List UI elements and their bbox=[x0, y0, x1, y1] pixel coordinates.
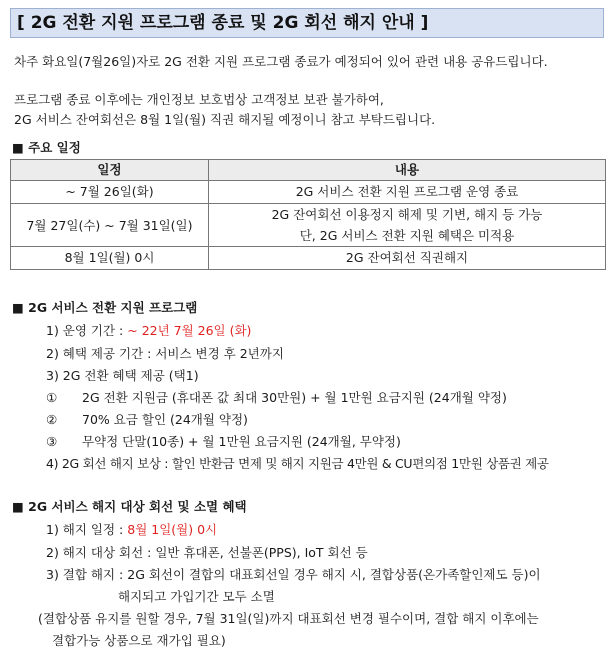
schedule-content: 2G 잔여회선 직권해지 bbox=[209, 247, 606, 270]
program-period: ~ 22년 7월 26일 (화) bbox=[127, 323, 252, 338]
option-number: ② bbox=[46, 412, 58, 427]
schedule-content-line-2: 단, 2G 서비스 전환 지원 혜택은 미적용 bbox=[299, 228, 515, 243]
schedule-content: 2G 서비스 전환 지원 프로그램 운영 종료 bbox=[209, 181, 606, 204]
option-number: ① bbox=[46, 390, 58, 405]
program-item-1-label: 1) 운영 기간 : bbox=[46, 323, 128, 338]
termination-item-1 bbox=[46, 520, 217, 538]
benefit-option-3 bbox=[46, 432, 401, 450]
column-header-date: 일정 bbox=[11, 160, 209, 181]
table-row bbox=[11, 181, 606, 204]
termination-heading: ■ 2G 서비스 해지 대상 회선 및 소멸 혜택 bbox=[12, 499, 247, 514]
termination-item-3-line-1: 3) 결합 해지 : 2G 회선이 결합의 대표회선일 경우 해지 시, 결합상품(온가족할인제도 등)이 bbox=[46, 567, 541, 582]
program-item-2: 2) 혜택 제공 기간 : 서비스 변경 후 2년까지 bbox=[46, 346, 284, 361]
schedule-table bbox=[10, 159, 606, 270]
benefit-option-1 bbox=[46, 388, 507, 406]
schedule-content bbox=[209, 204, 606, 247]
schedule-content-line-1: 2G 잔여회선 이용정지 해제 및 기변, 해지 등 가능 bbox=[271, 207, 543, 222]
column-header-content: 내용 bbox=[209, 160, 606, 181]
table-row bbox=[11, 247, 606, 270]
option-text: 2G 전환 지원금 (휴대폰 값 최대 30만원) + 월 1만원 요금지원 (24개월 약정) bbox=[82, 390, 507, 405]
intro-line-1: 차주 화요일(7월26일)자로 2G 전환 지원 프로그램 종료가 예정되어 있어 관련 내용 공유드립니다. bbox=[14, 54, 548, 69]
option-text: 무약정 단말(10종) + 월 1만원 요금지원 (24개월, 무약정) bbox=[82, 434, 401, 449]
program-heading: ■ 2G 서비스 전환 지원 프로그램 bbox=[12, 300, 198, 315]
table-row bbox=[11, 204, 606, 247]
schedule-date: ~ 7월 26일(화) bbox=[11, 181, 209, 204]
schedule-date: 7월 27일(수) ~ 7월 31일(일) bbox=[11, 204, 209, 247]
notice-title: [ 2G 전환 지원 프로그램 종료 및 2G 회선 해지 안내 ] bbox=[10, 8, 604, 38]
intro-line-3: 2G 서비스 잔여회선은 8월 1일(월) 직권 해지될 예정이니 참고 부탁드립니다. bbox=[14, 112, 436, 127]
program-item-3: 3) 2G 전환 혜택 제공 (택1) bbox=[46, 368, 199, 383]
termination-item-2: 2) 해지 대상 회선 : 일반 휴대폰, 선불폰(PPS), IoT 회선 등 bbox=[46, 545, 368, 560]
schedule-date: 8월 1일(월) 0시 bbox=[11, 247, 209, 270]
schedule-heading: ■ 주요 일정 bbox=[12, 140, 81, 155]
benefit-option-2 bbox=[46, 410, 248, 428]
termination-item-1-label: 1) 해지 일정 : bbox=[46, 522, 128, 537]
termination-note-line-2: 결합가능 상품으로 재가입 필요) bbox=[52, 633, 226, 648]
program-item-4: 4) 2G 회선 해지 보상 : 할인 반환금 면제 및 해지 지원금 4만원 & CU편의점 1만원 상품권 제공 bbox=[46, 456, 549, 471]
option-number: ③ bbox=[46, 434, 58, 449]
program-item-1 bbox=[46, 321, 251, 339]
option-text: 70% 요금 할인 (24개월 약정) bbox=[82, 412, 248, 427]
termination-item-3-line-2: 해지되고 가입기간 모두 소멸 bbox=[118, 589, 275, 604]
table-header-row bbox=[11, 160, 606, 181]
termination-date: 8월 1일(월) 0시 bbox=[127, 522, 218, 537]
intro-line-2: 프로그램 종료 이후에는 개인정보 보호법상 고객정보 보관 불가하여, bbox=[14, 92, 384, 107]
termination-note-line-1: (결합상품 유지를 원할 경우, 7월 31일(일)까지 대표회선 변경 필수이며, 결합 해지 이후에는 bbox=[38, 611, 539, 626]
